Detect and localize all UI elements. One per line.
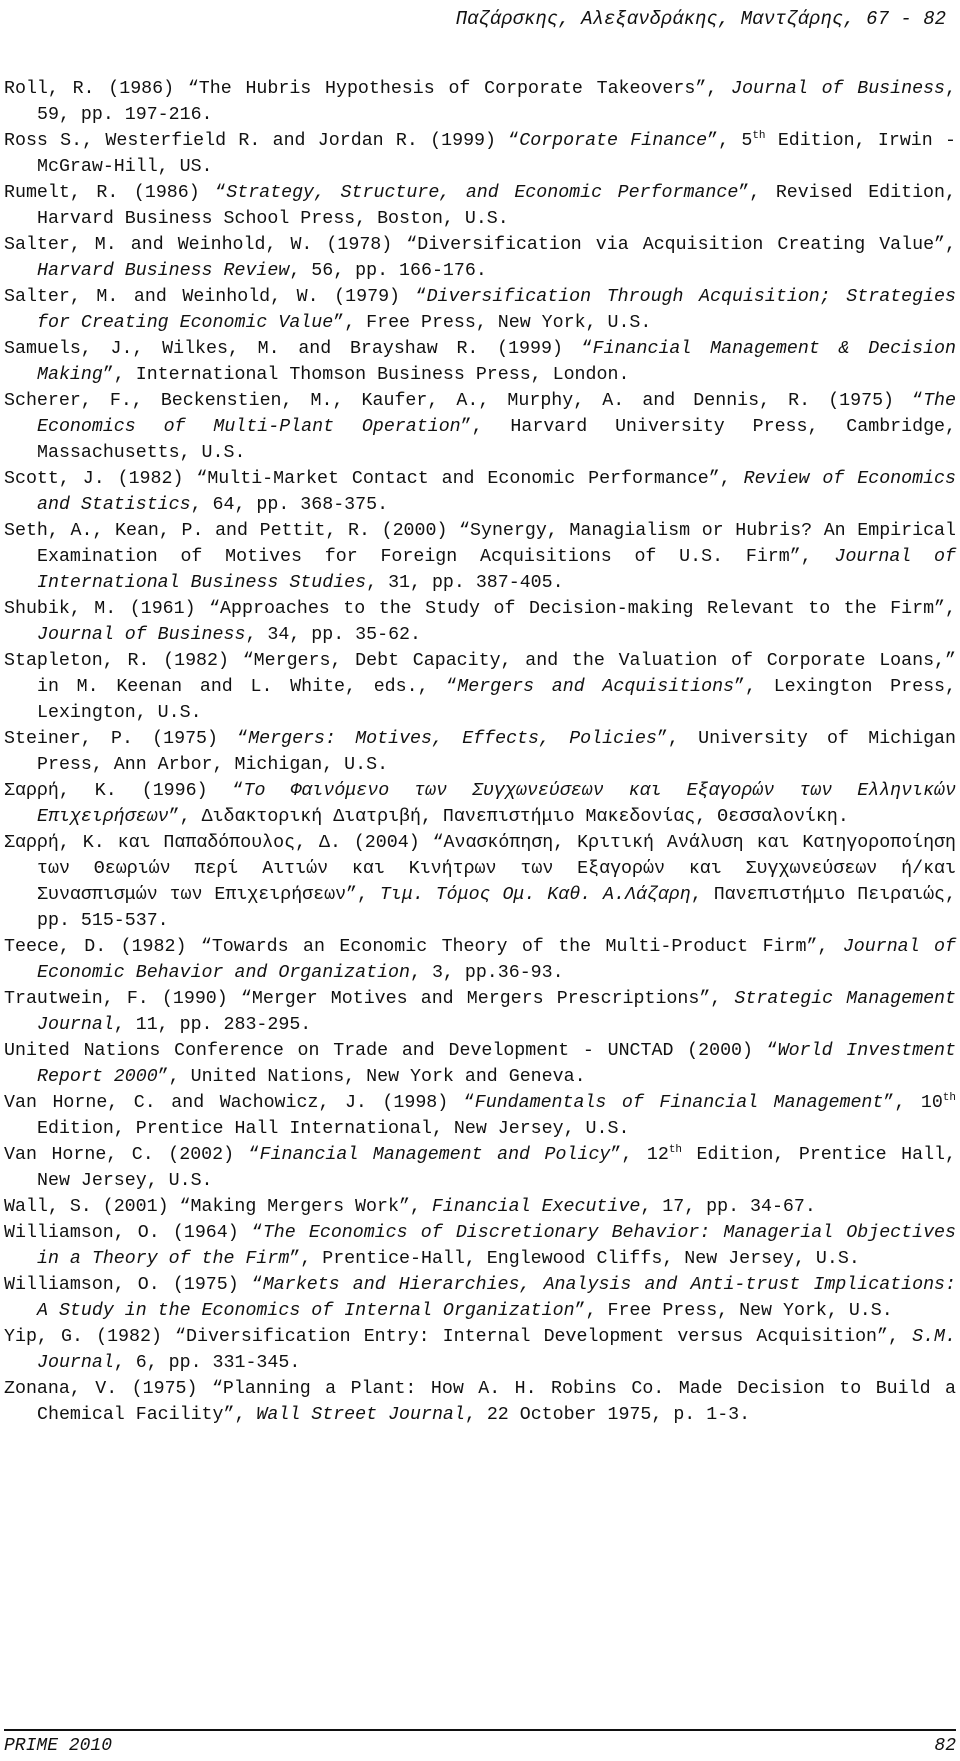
reference-entry <box>4 336 956 388</box>
reference-text: Scherer, F., Beckenstien, M., Kaufer, A., Murphy, A. and Dennis, R. (1975) “ <box>4 391 924 411</box>
reference-text: ”, Prentice-Hall, Englewood Cliffs, New Jersey, U.S. <box>289 1249 860 1269</box>
reference-text: ”, Free Press, New York, U.S. <box>333 313 652 333</box>
reference-text: ”, Free Press, New York, U.S. <box>574 1301 893 1321</box>
reference-text: Van Horne, C. and Wachowicz, J. (1998) “ <box>4 1093 475 1113</box>
reference-text: Teece, D. (1982) “Towards an Economic Theory of the Multi-Product Firm”, <box>4 937 843 957</box>
reference-text: Zonana, V. (1975) “Planning a Plant: How A. H. Robins Co. Made Decision to Build a Chemical Facility”, <box>4 1379 956 1425</box>
reference-entry <box>4 388 956 466</box>
reference-text: Williamson, O. (1975) “ <box>4 1275 263 1295</box>
reference-title: Harvard Business Review <box>37 261 290 281</box>
reference-entry <box>4 1376 956 1428</box>
reference-entry <box>4 778 956 830</box>
reference-title: Diversification Through Acquisition; Strategies for Creating Economic Value <box>37 287 956 333</box>
reference-text: ”, 5 <box>707 131 753 151</box>
reference-text: Σαρρή, Κ. και Παπαδόπουλος, Δ. (2004) “Ανασκόπηση, Κριτική Ανάλυση και Κατηγοροποίηση των Θεωριών περί Αιτιών και Κινήτρων των Εξαγορών και Συγχωνεύσεων ή/και Συνασπισμών των Επιχειρήσεων”, <box>4 833 956 905</box>
reference-title: Wall Street Journal <box>256 1405 465 1425</box>
reference-text: ”, Διδακτορική Διατριβή, Πανεπιστήμιο Μακεδονίας, Θεσσαλονίκη. <box>168 807 849 827</box>
reference-title: S.M. Journal <box>37 1327 956 1373</box>
reference-title: Review of Economics and Statistics <box>37 469 956 515</box>
reference-title: Corporate Finance <box>519 131 708 151</box>
reference-text: Edition, Prentice Hall International, New Jersey, U.S. <box>37 1119 630 1139</box>
reference-title: Το Φαινόμενο των Συγχωνεύσεων και Εξαγορών των Ελληνικών Επιχειρήσεων <box>37 781 956 827</box>
reference-entry <box>4 466 956 518</box>
reference-text: ”, University of Michigan Press, Ann Arbor, Michigan, U.S. <box>37 729 956 775</box>
footer-divider <box>4 1729 956 1731</box>
reference-entry <box>4 1142 956 1194</box>
reference-text: Salter, M. and Weinhold, W. (1979) “ <box>4 287 427 307</box>
reference-entry <box>4 128 956 180</box>
reference-text: , 31, pp. 387-405. <box>366 573 564 593</box>
reference-title: World Investment Report 2000 <box>37 1041 957 1087</box>
reference-text: ”, Lexington Press, Lexington, U.S. <box>37 677 956 723</box>
reference-title: Journal of Economic Behavior and Organization <box>37 937 956 983</box>
reference-text: , 6, pp. 331-345. <box>113 1353 301 1373</box>
reference-text: Wall, S. (2001) “Making Mergers Work”, <box>4 1197 432 1217</box>
reference-text: Scott, J. (1982) “Multi-Market Contact and Economic Performance”, <box>4 469 744 489</box>
reference-title: Mergers: Motives, Effects, Policies <box>248 729 657 749</box>
reference-title: The Economics of Multi-Plant Operation <box>37 391 956 437</box>
reference-text: Steiner, P. (1975) “ <box>4 729 249 749</box>
reference-text: Edition, Prentice Hall, New Jersey, U.S. <box>37 1145 956 1191</box>
reference-title: Strategic Management Journal <box>37 989 956 1035</box>
reference-entry <box>4 986 956 1038</box>
reference-text: United Nations Conference on Trade and Development - UNCTAD (2000) “ <box>4 1041 778 1061</box>
reference-text: ”, Revised Edition, Harvard Business School Press, Boston, U.S. <box>37 183 956 229</box>
reference-title: Financial Management and Policy <box>259 1145 611 1165</box>
reference-title: Financial Management & Decision Making <box>37 339 956 385</box>
reference-entry <box>4 1194 956 1220</box>
reference-text: , 22 October 1975, p. 1-3. <box>464 1405 751 1425</box>
reference-title: Markets and Hierarchies, Analysis and Anti-trust Implications: A Study in the Economics of Internal Organization <box>37 1275 956 1321</box>
reference-entry <box>4 232 956 284</box>
reference-text: Stapleton, R. (1982) “Mergers, Debt Capacity, and the Valuation of Corporate Loans,” in M. Keenan and L. White, eds., “ <box>4 651 956 697</box>
reference-text: , 11, pp. 283-295. <box>113 1015 312 1035</box>
reference-title: Journal of International Business Studies <box>37 547 956 593</box>
reference-text: Ross S., Westerfield R. and Jordan R. (1999) “ <box>4 131 520 151</box>
reference-text: Edition, Irwin - McGraw-Hill, US. <box>37 131 956 177</box>
ordinal-suffix: th <box>942 1091 956 1104</box>
reference-text: ”, United Nations, New York and Geneva. <box>157 1067 586 1087</box>
reference-title: Strategy, Structure, and Economic Performance <box>226 183 739 203</box>
reference-text: ”, 10 <box>883 1093 943 1113</box>
reference-entry <box>4 518 956 596</box>
reference-text: , 34, pp. 35-62. <box>245 625 421 645</box>
reference-text: , 59, pp. 197-216. <box>37 79 956 125</box>
reference-text: Samuels, J., Wilkes, M. and Brayshaw R. (1999) “ <box>4 339 593 359</box>
reference-text: Williamson, O. (1964) “ <box>4 1223 263 1243</box>
reference-text: Seth, A., Kean, P. and Pettit, R. (2000) “Synergy, Managialism or Hubris? An Empirical Examination of Motives for Foreign Acquisitions of U.S. Firm”, <box>4 521 956 567</box>
reference-text: , 64, pp. 368-375. <box>190 495 389 515</box>
reference-text: Yip, G. (1982) “Diversification Entry: Internal Development versus Acquisition”, <box>4 1327 913 1347</box>
reference-text: , 3, pp.36-93. <box>410 963 564 983</box>
reference-text: ”, 12 <box>610 1145 669 1165</box>
reference-title: Journal of Business <box>731 79 946 99</box>
reference-entry <box>4 1090 956 1142</box>
running-head: Παζάρσκης, Αλεξανδράκης, Μαντζάρης, 67 - 82 <box>455 8 946 30</box>
ordinal-suffix: th <box>752 129 766 142</box>
reference-text: Shubik, M. (1961) “Approaches to the Study of Decision-making Relevant to the Firm”, <box>4 599 956 619</box>
reference-text: , 56, pp. 166-176. <box>289 261 487 281</box>
reference-list <box>4 76 956 1428</box>
reference-entry <box>4 596 956 648</box>
reference-text: ”, International Thomson Business Press, London. <box>102 365 630 385</box>
reference-text: Trautwein, F. (1990) “Merger Motives and Mergers Prescriptions”, <box>4 989 735 1009</box>
reference-title: Financial Executive <box>431 1197 641 1217</box>
reference-entry <box>4 284 956 336</box>
reference-entry <box>4 180 956 232</box>
reference-text: Σαρρή, Κ. (1996) “ <box>4 781 244 801</box>
reference-entry <box>4 648 956 726</box>
page-footer <box>4 1736 956 1756</box>
reference-text: Van Horne, C. (2002) “ <box>4 1145 260 1165</box>
ordinal-suffix: th <box>668 1143 683 1156</box>
reference-entry <box>4 76 956 128</box>
reference-title: Τιμ. Τόμος Ομ. Καθ. Α.Λάζαρη <box>379 885 691 905</box>
reference-entry <box>4 1324 956 1376</box>
journal-name: PRIME 2010 <box>4 1736 113 1756</box>
reference-title: The Economics of Discretionary Behavior: Managerial Objectives in a Theory of the Firm <box>37 1223 956 1269</box>
reference-title: Fundamentals of Financial Management <box>474 1093 884 1113</box>
reference-entry <box>4 726 956 778</box>
reference-text: Salter, M. and Weinhold, W. (1978) “Diversification via Acquisition Creating Value”, <box>4 235 956 255</box>
reference-text: , Πανεπιστήμιο Πειραιώς, pp. 515-537. <box>37 885 956 931</box>
reference-text: Rumelt, R. (1986) “ <box>4 183 227 203</box>
reference-entry <box>4 934 956 986</box>
reference-text: Roll, R. (1986) “The Hubris Hypothesis of Corporate Takeovers”, <box>4 79 732 99</box>
reference-entry <box>4 1272 956 1324</box>
reference-title: Journal of Business <box>37 625 246 645</box>
reference-entry <box>4 1038 956 1090</box>
reference-title: Mergers and Acquisitions <box>457 677 735 697</box>
reference-text: , 17, pp. 34-67. <box>640 1197 816 1217</box>
reference-text: ”, Harvard University Press, Cambridge, Massachusetts, U.S. <box>37 417 957 463</box>
reference-entry <box>4 1220 956 1272</box>
reference-entry <box>4 830 956 934</box>
page-number: 82 <box>934 1736 956 1756</box>
